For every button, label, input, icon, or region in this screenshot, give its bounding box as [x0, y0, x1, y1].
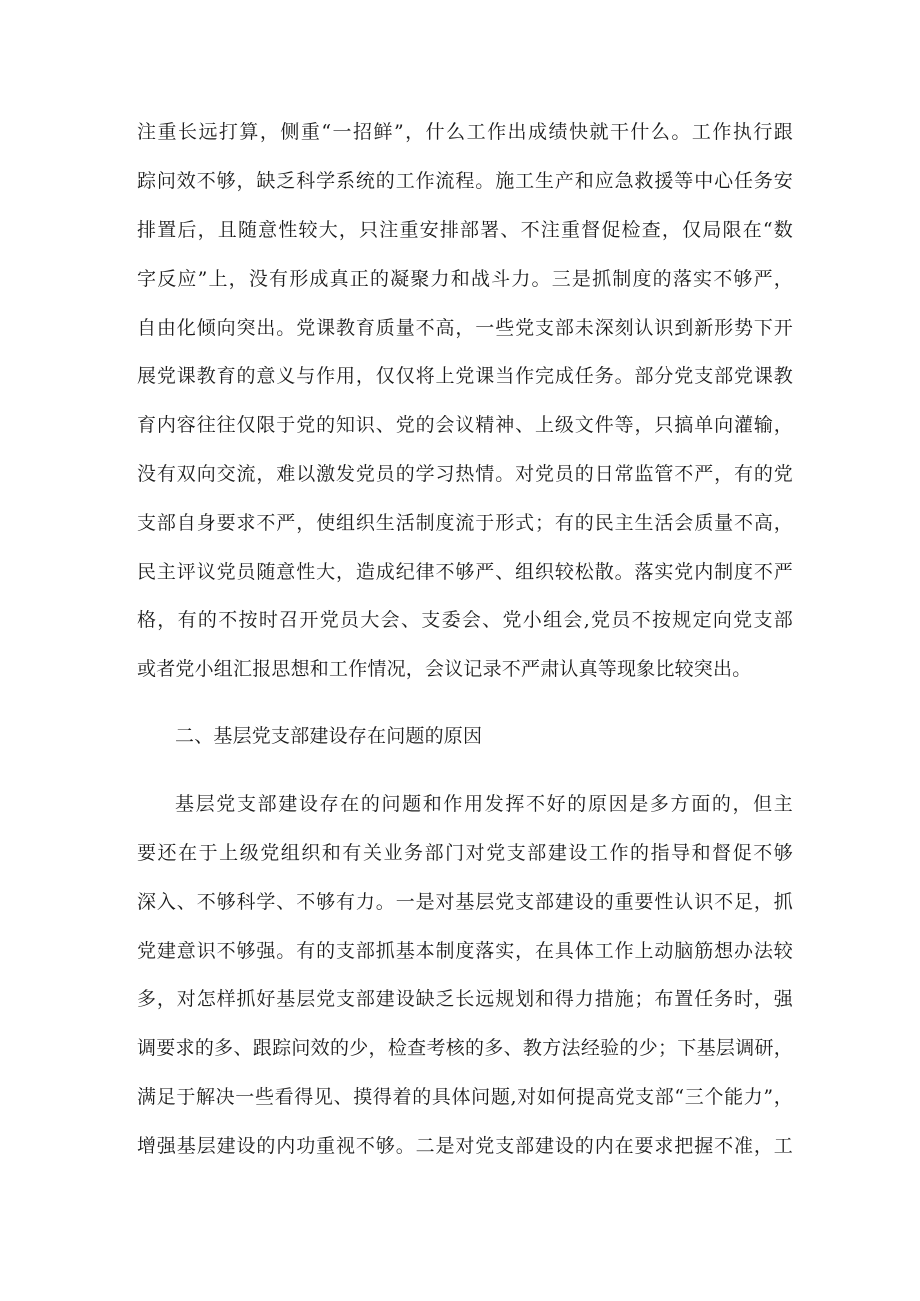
- text-line: 字反应”上，没有形成真正的凝聚力和战斗力。三是抓制度的落实不够严，: [137, 268, 793, 290]
- text-line: 没有双向交流，难以激发党员的学习热情。对党员的日常监管不严，有的党: [137, 463, 793, 485]
- text-line: 注重长远打算，侧重“一招鲜”，什么工作出成绩快就干什么。工作执行跟: [137, 121, 793, 143]
- section-heading: 二、基层党支部建设存在问题的原因: [175, 725, 483, 747]
- text-line: 党建意识不够强。有的支部抓基本制度落实，在具体工作上动脑筋想办法较: [137, 940, 793, 962]
- text-line: 育内容往往仅限于党的知识、党的会议精神、上级文件等，只搞单向灌输，: [137, 414, 793, 436]
- text-line: 基层党支部建设存在的问题和作用发挥不好的原因是多方面的，但主: [175, 793, 793, 815]
- text-line: 排置后，且随意性较大，只注重安排部署、不注重督促检查，仅局限在“数: [137, 219, 793, 241]
- text-line: 调要求的多、跟踪问效的少，检查考核的多、教方法经验的少；下基层调研，: [137, 1037, 793, 1059]
- text-line: 踪问效不够，缺乏科学系统的工作流程。施工生产和应急救援等中心任务安: [137, 170, 793, 192]
- text-line: 民主评议党员随意性大，造成纪律不够严、组织较松散。落实党内制度不严: [137, 561, 793, 583]
- text-line: 满足于解决一些看得见、摸得着的具体问题,对如何提高党支部“三个能力”，: [137, 1086, 793, 1108]
- text-line: 深入、不够科学、不够有力。一是对基层党支部建设的重要性认识不足，抓: [137, 891, 793, 913]
- text-line: 展党课教育的意义与作用，仅仅将上党课当作完成任务。部分党支部党课教: [137, 365, 793, 387]
- text-line: 要还在于上级党组织和有关业务部门对党支部建设工作的指导和督促不够: [137, 842, 793, 864]
- text-line: 或者党小组汇报思想和工作情况，会议记录不严肃认真等现象比较突出。: [137, 658, 752, 680]
- text-line: 增强基层建设的内功重视不够。二是对党支部建设的内在要求把握不准，工: [137, 1135, 793, 1157]
- text-line: 格，有的不按时召开党员大会、支委会、党小组会,党员不按规定向党支部: [137, 609, 793, 631]
- text-line: 自由化倾向突出。党课教育质量不高，一些党支部未深刻认识到新形势下开: [137, 317, 793, 339]
- text-line: 支部自身要求不严，使组织生活制度流于形式；有的民主生活会质量不高，: [137, 512, 793, 534]
- text-line: 多，对怎样抓好基层党支部建设缺乏长远规划和得力措施；布置任务时，强: [137, 988, 793, 1010]
